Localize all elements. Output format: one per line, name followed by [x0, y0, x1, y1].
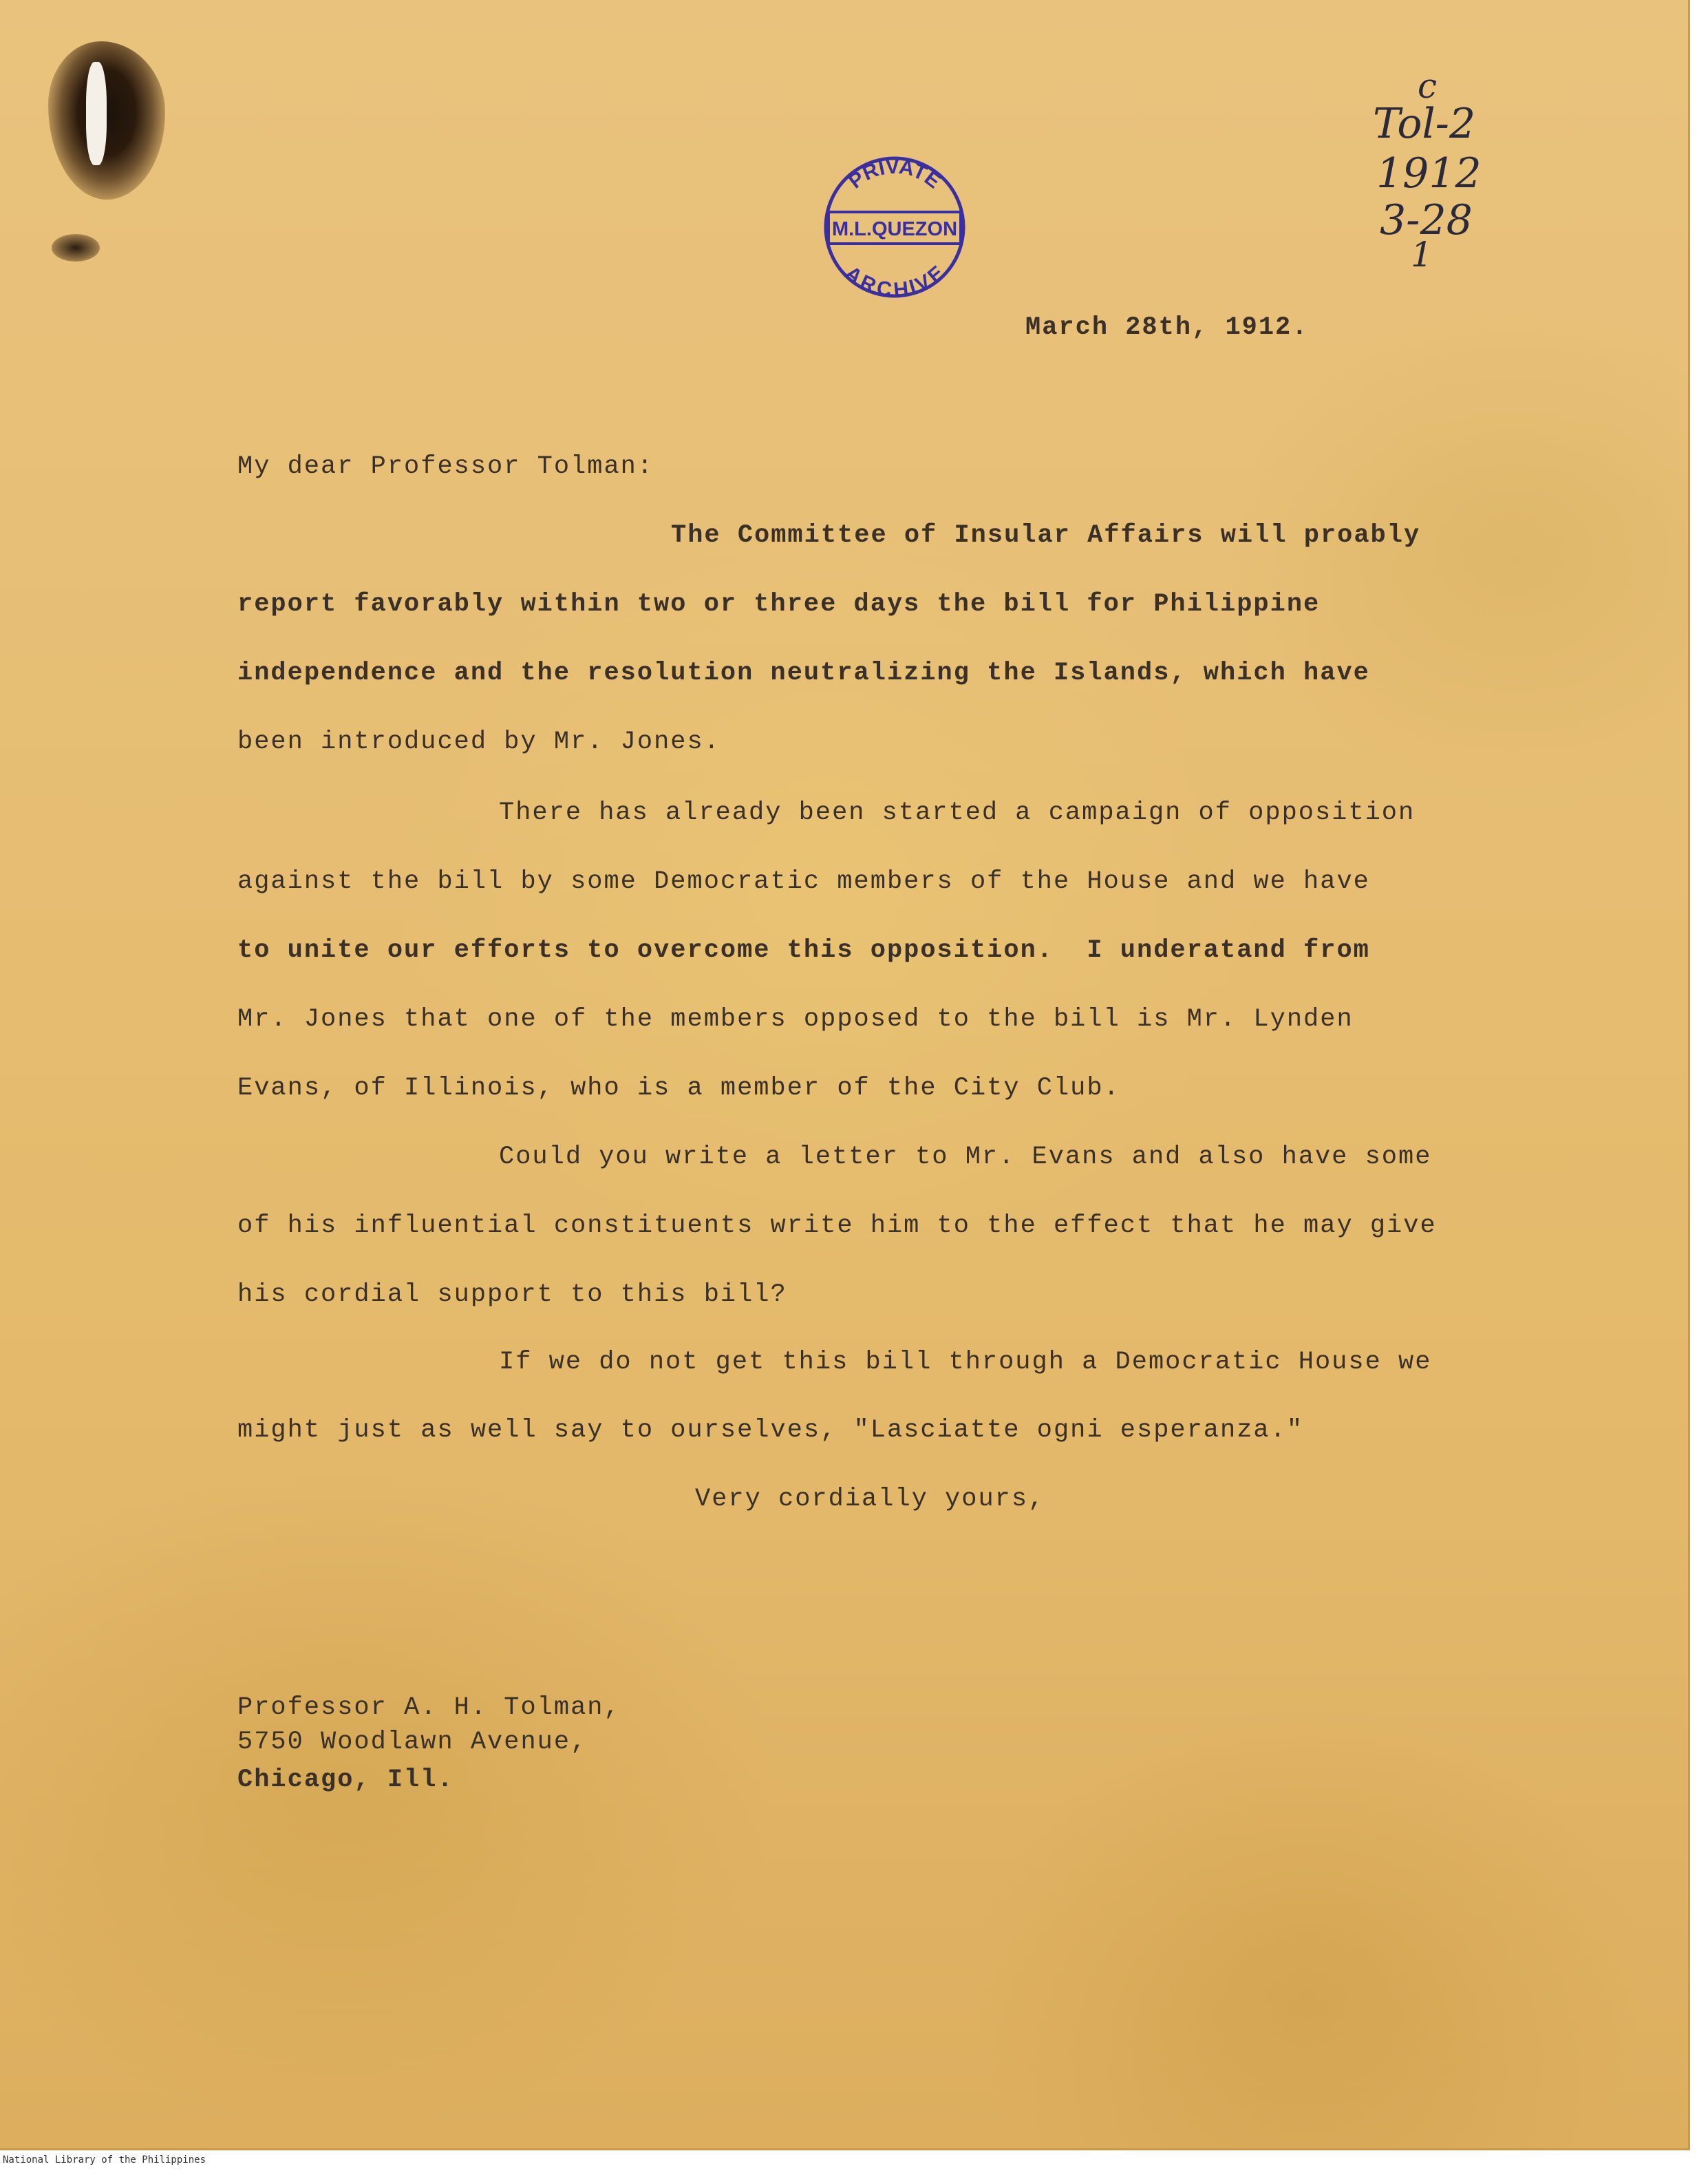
body-line: There has already been started a campaign of opposition: [499, 798, 1416, 827]
archive-note-letter: c: [1418, 66, 1438, 106]
address-city: Chicago, Ill.: [237, 1766, 454, 1794]
address-name: Professor A. H. Tolman,: [237, 1693, 621, 1722]
body-line: been introduced by Mr. Jones.: [237, 728, 720, 756]
scan-footer-strip: [0, 2153, 1708, 2171]
body-line: might just as well say to ourselves, "Lasciatte ogni esperanza.": [237, 1416, 1304, 1445]
body-line: Mr. Jones that one of the members opposed to the bill is Mr. Lynden: [237, 1005, 1354, 1034]
burn-hole: [86, 62, 107, 165]
archive-note-number: 1: [1411, 235, 1433, 275]
body-line: The Committee of Insular Affairs will proably: [671, 521, 1421, 550]
burn-spot: [52, 234, 100, 262]
svg-text:ARCHIVE: [841, 262, 949, 301]
address-street: 5750 Woodlawn Avenue,: [237, 1728, 588, 1757]
letter-salutation: My dear Professor Tolman:: [237, 452, 654, 481]
archive-note-year: 1912: [1376, 149, 1482, 198]
svg-text:PRIVATE: [844, 156, 945, 193]
stamp-bottom-text: ARCHIVE: [840, 262, 949, 302]
stamp-center-text: M.L.QUEZON: [831, 218, 958, 240]
body-line: Could you write a letter to Mr. Evans and also have some: [499, 1143, 1432, 1172]
archive-note-date: 3-28: [1380, 196, 1473, 244]
archive-stamp: [819, 151, 970, 303]
body-line: to unite our efforts to overcome this opposition. I underatand from: [237, 936, 1370, 965]
body-line: of his influential constituents write him to the effect that he may give: [237, 1211, 1437, 1240]
archive-note-code: Tol-2: [1373, 100, 1476, 148]
body-line: against the bill by some Democratic members of the House and we have: [237, 867, 1370, 896]
letter-closing: Very cordially yours,: [695, 1485, 1045, 1514]
scan-footer-text: National Library of the Philippines: [3, 2154, 206, 2165]
stamp-top-text: PRIVATE: [844, 155, 945, 193]
body-line: his cordial support to this bill?: [237, 1280, 787, 1309]
body-line: If we do not get this bill through a Democratic House we: [499, 1348, 1432, 1377]
body-line: independence and the resolution neutralizing the Islands, which have: [237, 659, 1370, 688]
body-line: Evans, of Illinois, who is a member of the City Club.: [237, 1074, 1120, 1103]
burn-mark: [48, 41, 165, 200]
letter-date: March 28th, 1912.: [1025, 313, 1309, 342]
body-line: report favorably within two or three days the bill for Philippine: [237, 590, 1321, 619]
